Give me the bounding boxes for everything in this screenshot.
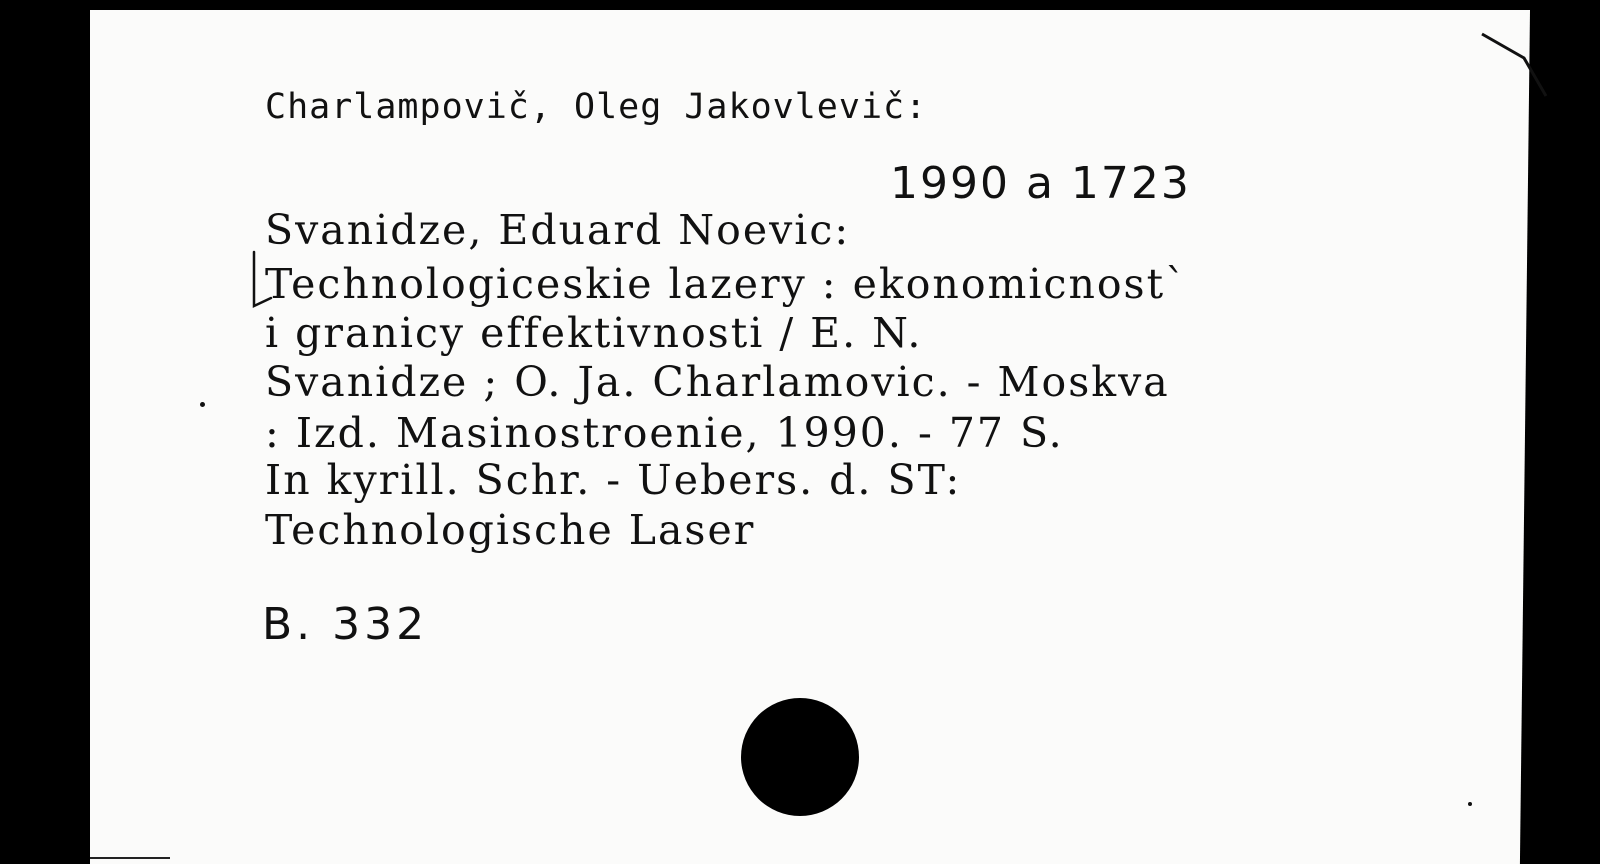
- entry-responsibility-line: Svanidze ; O. Ja. Charlamovic. - Moskva: [265, 358, 1170, 406]
- entry-title-continued-line: i granicy effektivnosti / E. N.: [265, 309, 923, 357]
- entry-author-line: Svanidze, Eduard Noevic:: [265, 206, 851, 254]
- entry-original-title-line: Technologische Laser: [265, 506, 756, 554]
- heading-author: Charlampovič, Oleg Jakovlevič:: [265, 87, 928, 127]
- entry-imprint-line: : Izd. Masinostroenie, 1990. - 77 S.: [265, 409, 1064, 457]
- entry-title-line: Technologiceskie lazery : ekonomicnost`: [265, 260, 1188, 308]
- punch-hole: [741, 698, 859, 816]
- ink-speck: [1468, 802, 1472, 806]
- corner-tear-mark: [1480, 30, 1550, 100]
- card-edge-line: [90, 857, 170, 859]
- ink-speck: [200, 402, 205, 407]
- handwritten-bracket-mark: [245, 250, 275, 312]
- signature-number: 1990 a 1723: [890, 158, 1191, 209]
- shelfmark: B. 332: [262, 599, 429, 650]
- entry-note-line: In kyrill. Schr. - Uebers. d. ST:: [265, 456, 962, 504]
